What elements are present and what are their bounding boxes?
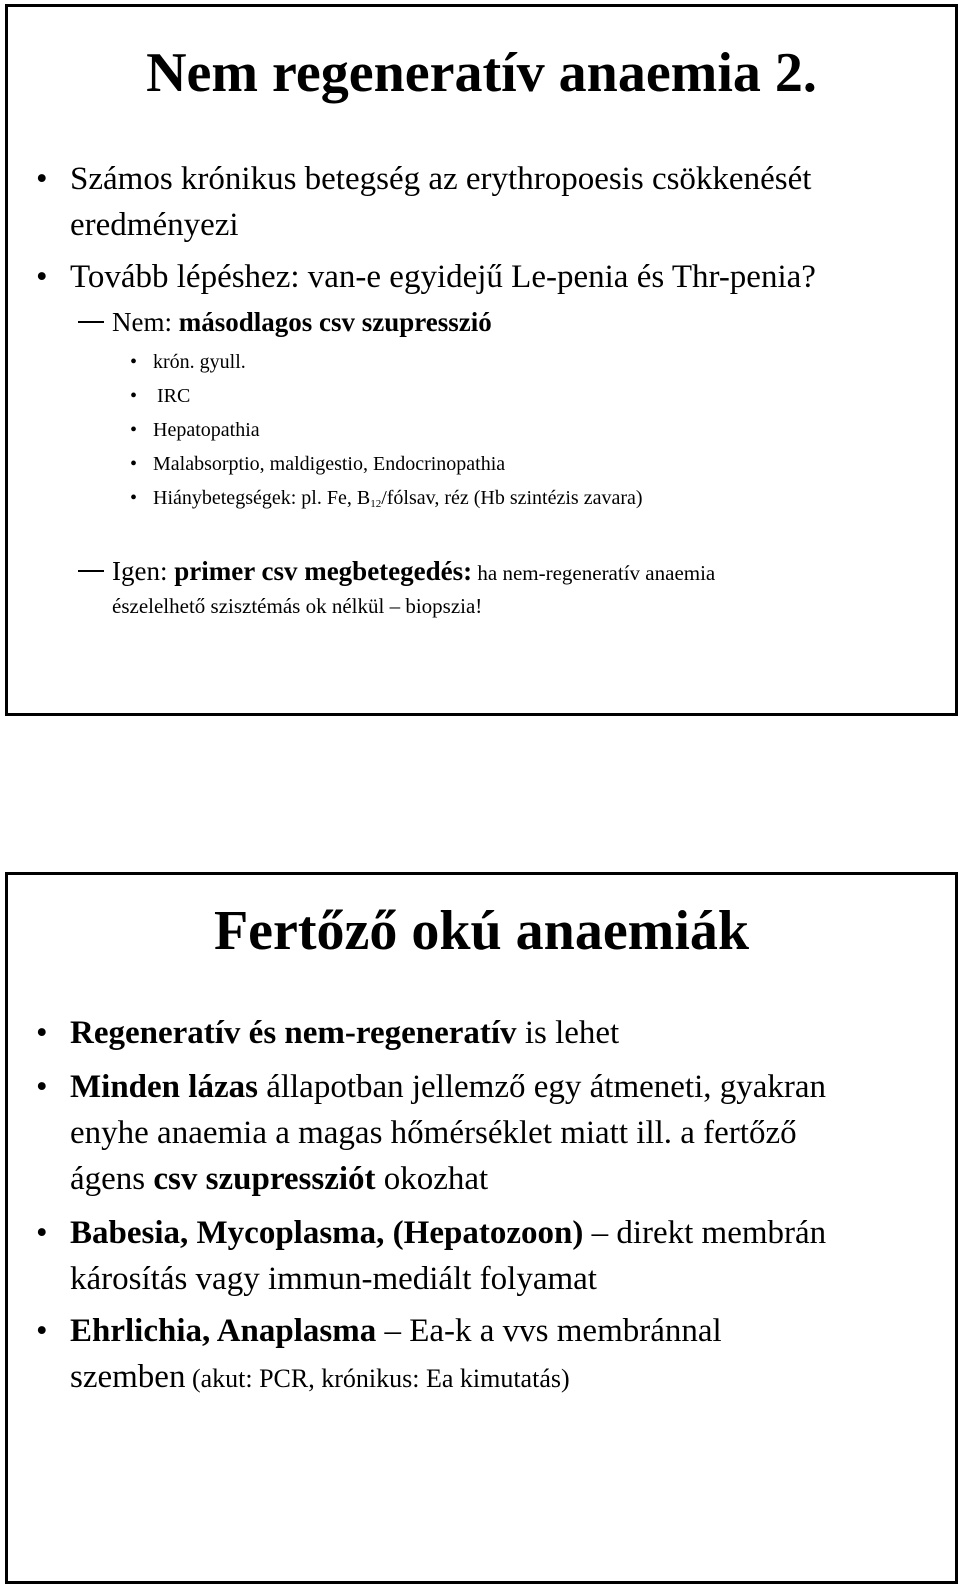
bullet-dot: • [36,1215,48,1251]
bullet-dot: • [36,161,48,197]
slide-1 [5,4,958,716]
bullet-regenerativ [70,1011,619,1056]
bullet-rest: állapotban jellemző egy átmeneti, gyakran [257,1069,827,1105]
bullet-rest: – Ea-k a vvs membránnal [376,1313,722,1349]
bullet-text-continuation: károsítás vagy immun-mediált folyamat [70,1261,597,1297]
deficiency-prefix: Hiánybetegségek: pl. Fe, B [153,487,371,509]
bullet-dot: • [130,385,138,407]
bullet-rest: okozhat [375,1161,489,1197]
bullet-rest: – direkt membrán [583,1215,827,1251]
bullet-text-continuation [70,1157,488,1202]
bullet-rest: ágens [70,1161,154,1197]
bullet-rest: is lehet [516,1015,620,1051]
bullet-dot: • [36,1069,48,1105]
dash-marker [78,570,104,572]
slide-2-title: Fertőző okú anaemiák [213,900,750,962]
bullet-text-continuation [70,1355,570,1401]
bullet-small-text: (akut: PCR, krónikus: Ea kimutatás) [185,1364,570,1393]
cause-item: Hepatopathia [153,419,260,441]
deficiency-suffix: /fólsav, réz (Hb szintézis zavara) [381,487,643,509]
bullet-bold: csv szupressziót [153,1161,376,1197]
bullet-text-continuation: enyhe anaemia a magas hőmérséklet miatt ill. a fertőző [70,1115,797,1151]
bullet-dot: • [36,259,48,295]
bullet-dot: • [130,419,138,441]
bullet-dot: • [36,1015,48,1051]
dash-marker [78,321,104,323]
bullet-lazas [70,1065,826,1110]
bullet-babesia [70,1211,826,1256]
slide-1-title: Nem regeneratív anaemia 2. [146,42,817,104]
bullet-ehrlichia [70,1309,722,1354]
bullet-dot: • [36,1313,48,1349]
bullet-rest: szemben [70,1359,186,1395]
bullet-bold: Babesia, Mycoplasma, (Hepatozoon) [70,1215,584,1251]
sub-item-igen-continuation: észelelhető szisztémás ok nélkül – biopszia! [112,594,483,618]
bullet-text: Számos krónikus betegség az erythropoesis csökkenését [70,161,812,197]
slide-2 [5,872,958,1584]
sub-item-igen [112,554,715,590]
cause-item: Malabsorptio, maldigestio, Endocrinopathia [153,453,506,475]
bullet-dot: • [130,487,138,509]
sub-item-nem [112,305,492,339]
cause-item: IRC [157,385,191,407]
bullet-bold: Minden lázas [70,1069,258,1105]
bullet-text: Tovább lépéshez: van-e egyidejű Le-penia és Thr-penia? [70,259,816,295]
deficiency-item [153,481,643,521]
sub-item-bold: primer csv megbetegedés: [174,556,473,586]
bullet-bold: Regeneratív és nem-regeneratív [70,1015,517,1051]
sub-item-prefix: Igen: [112,556,175,586]
bullet-dot: • [130,351,138,373]
bullet-text-continuation: eredményezi [70,207,239,243]
cause-item: krón. gyull. [153,351,246,373]
bullet-bold: Ehrlichia, Anaplasma [70,1313,377,1349]
sub-item-prefix: Nem: [112,307,179,337]
bullet-dot: • [130,453,138,475]
sub-item-small-text: ha nem-regeneratív anaemia [472,561,716,585]
sub-item-bold: másodlagos csv szupresszió [178,307,492,337]
subscript-12: 12 [370,498,382,510]
